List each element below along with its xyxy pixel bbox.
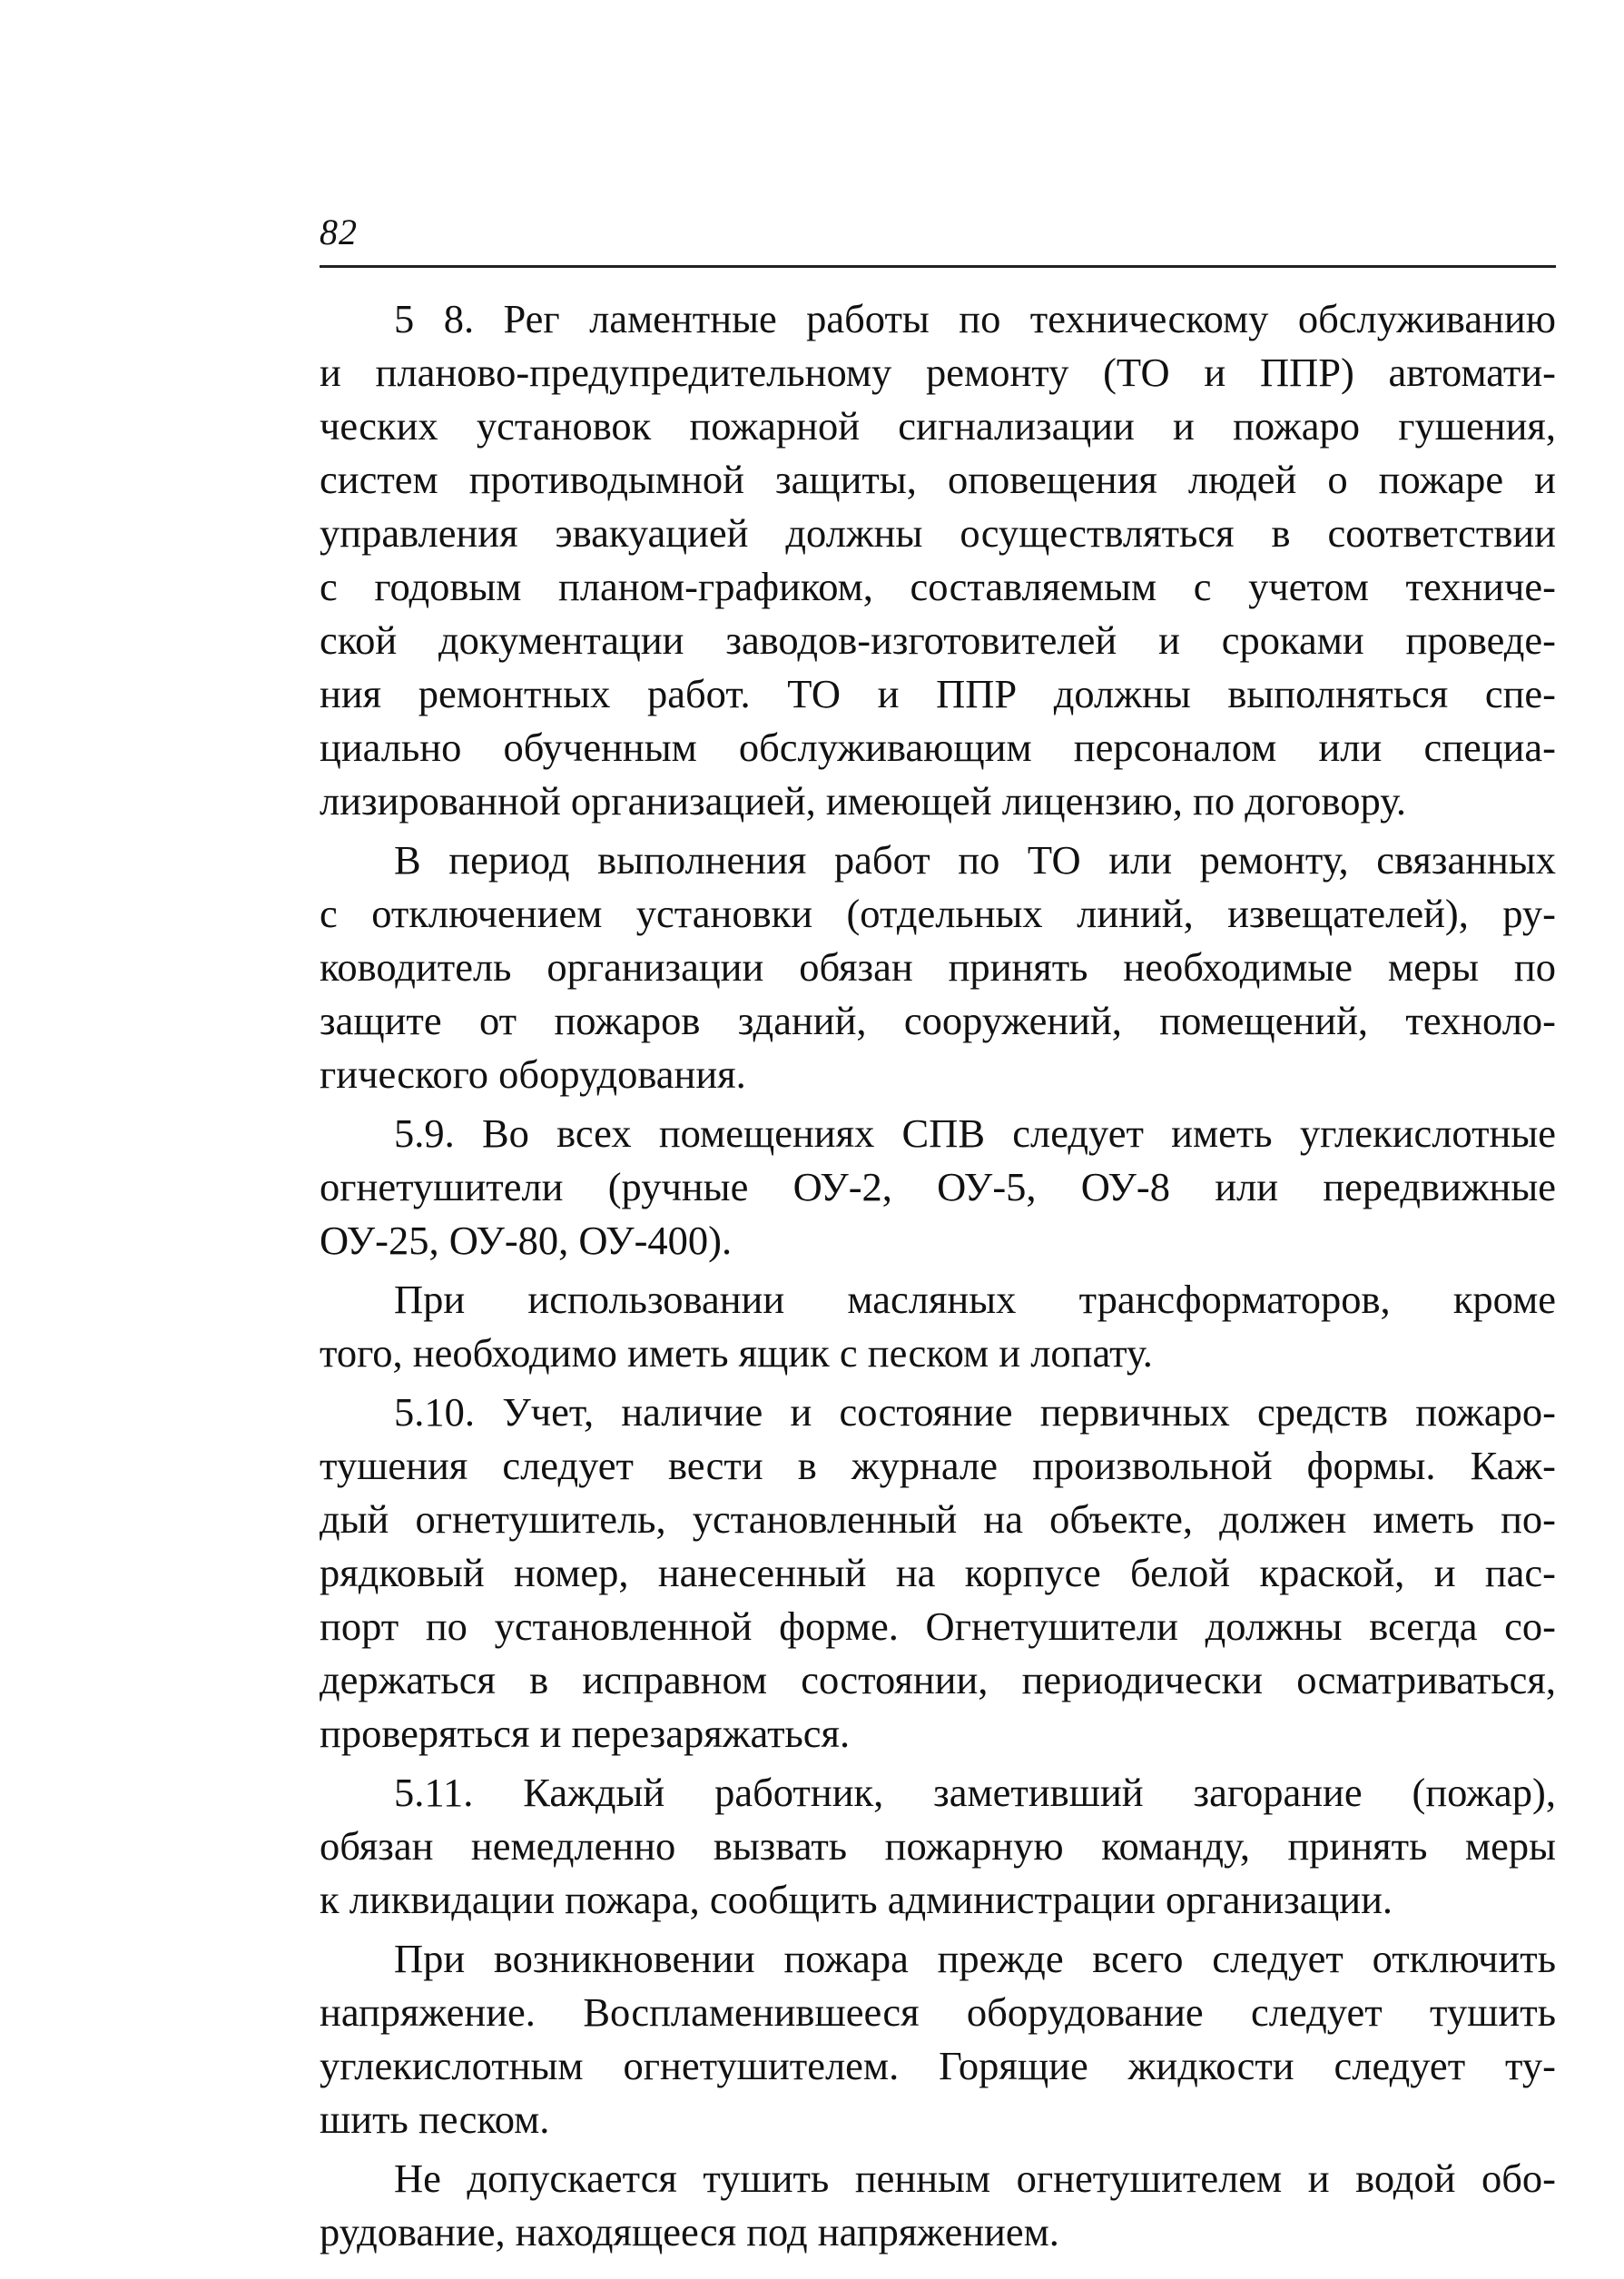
text-line: с отключением установки (отдельных линий, извещателей), ру- [320, 891, 1556, 936]
paragraph [320, 834, 1556, 1101]
text-line: 5 8. Рег ламентные работы по техническому обслуживанию [394, 296, 1556, 341]
text-line: обязан немедленно вызвать пожарную команду, принять меры [320, 1823, 1556, 1869]
header-rule [320, 265, 1556, 268]
text-line: ской документации заводов-изготовителей и сроками проведе- [320, 617, 1556, 663]
text-line: держаться в исправном состоянии, периодически осматриваться, [320, 1657, 1556, 1702]
text-line: проверяться и перезаряжаться. [320, 1711, 851, 1756]
text-line: порт по установленной форме. Огнетушители должны всегда со- [320, 1603, 1556, 1649]
text-line: к ликвидации пожара, сообщить администрации организации. [320, 1877, 1393, 1922]
text-line: циально обученным обслуживающим персоналом или специа- [320, 725, 1556, 770]
text-line: 5.9. Во всех помещениях СПВ следует иметь углекислотные [394, 1110, 1556, 1156]
text-line: напряжение. Воспламенившееся оборудование следует тушить [320, 1989, 1556, 2035]
paragraph [320, 1766, 1556, 1927]
text-line: ния ремонтных работ. ТО и ППР должны выполняться спе- [320, 671, 1556, 716]
text-line: 5.11. Каждый работник, заметивший загорание (пожар), [394, 1770, 1556, 1815]
text-line: ОУ-25, ОУ-80, ОУ-400). [320, 1218, 733, 1263]
paragraph [320, 1107, 1556, 1268]
text-line: углекислотным огнетушителем. Горящие жидкости следует ту- [320, 2043, 1556, 2088]
text-line: ководитель организации обязан принять необходимые меры по [320, 944, 1556, 990]
paragraph [320, 1932, 1556, 2146]
paragraph [320, 1273, 1556, 1380]
text-line: защите от пожаров зданий, сооружений, помещений, техноло- [320, 998, 1556, 1043]
text-line: ческих установок пожарной сигнализации и пожаро гушения, [320, 403, 1556, 449]
paragraph [320, 1386, 1556, 1761]
text-line: При возникновении пожара прежде всего следует отключить [394, 1936, 1556, 1981]
text-line: В период выполнения работ по ТО или ремонту, связанных [394, 837, 1556, 883]
paragraph [320, 2152, 1556, 2259]
text-line: 5.10. Учет, наличие и состояние первичных средств пожаро- [394, 1389, 1556, 1435]
text-line: того, необходимо иметь ящик с песком и лопату. [320, 1330, 1153, 1376]
text-line: систем противодымной защиты, оповещения людей о пожаре и [320, 457, 1556, 502]
text-line: рудование, находящееся под напряжением. [320, 2209, 1059, 2254]
text-line: дый огнетушитель, установленный на объекте, должен иметь по- [320, 1496, 1556, 1542]
text-line: гического оборудования. [320, 1051, 746, 1097]
page-body-text [320, 292, 1556, 2264]
paragraph [320, 292, 1556, 828]
text-line: лизированной организацией, имеющей лицензию, по договору. [320, 778, 1407, 824]
text-line: тушения следует вести в журнале произвольной формы. Каж- [320, 1443, 1556, 1488]
text-line: с годовым планом-графиком, составляемым с учетом техниче- [320, 564, 1556, 609]
text-line: шить песком. [320, 2096, 550, 2142]
text-line: При использовании масляных трансформаторов, кроме [394, 1277, 1556, 1322]
text-line: рядковый номер, нанесенный на корпусе белой краской, и пас- [320, 1550, 1556, 1595]
page-number: 82 [320, 212, 358, 252]
text-line: Не допускается тушить пенным огнетушителем и водой обо- [394, 2156, 1556, 2201]
text-line: и планово-предупредительному ремонту (ТО и ППР) автомати- [320, 350, 1556, 395]
text-line: управления эвакуацией должны осуществляться в соответствии [320, 510, 1556, 556]
text-line: огнетушители (ручные ОУ-2, ОУ-5, ОУ-8 или передвижные [320, 1164, 1556, 1209]
